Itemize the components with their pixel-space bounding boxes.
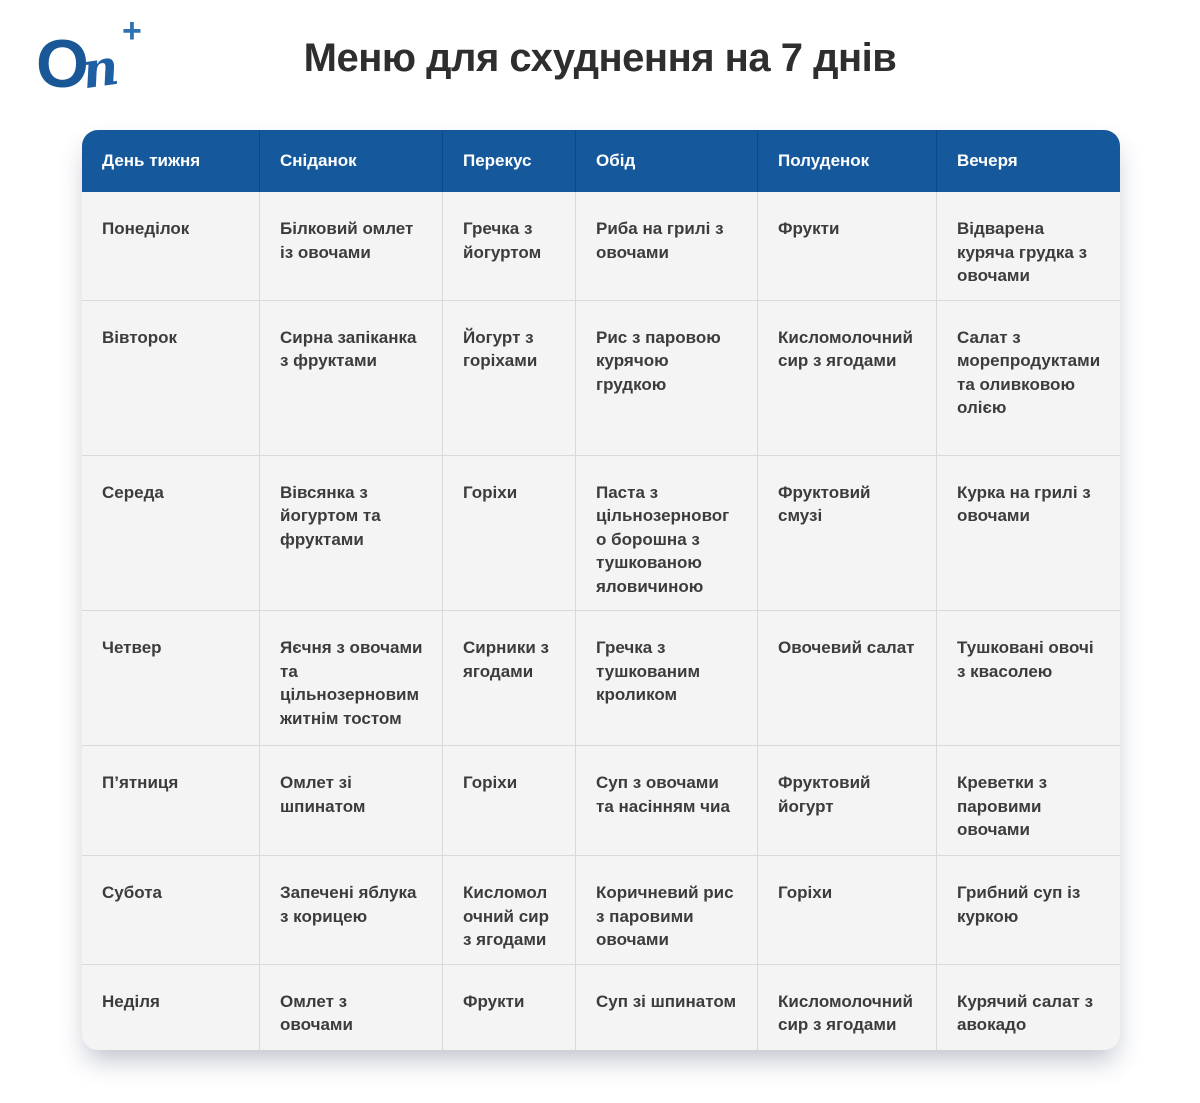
menu-cell: Курячий салат з авокадо xyxy=(937,965,1120,1050)
logo-letter-o-icon: O xyxy=(36,26,87,102)
column-header-day: День тижня xyxy=(82,130,260,192)
brand-logo xyxy=(36,14,156,114)
menu-cell: Фрукти xyxy=(443,965,576,1050)
table-body xyxy=(82,192,1120,1050)
menu-cell: Сирна запіканка з фруктами xyxy=(260,301,443,456)
table-row-tuesday xyxy=(82,301,1120,456)
menu-cell: Фруктовий смузі xyxy=(758,456,937,612)
table-row-wednesday xyxy=(82,456,1120,612)
menu-cell: Грибний суп із куркою xyxy=(937,856,1120,965)
day-cell: Субота xyxy=(82,856,260,965)
menu-cell: Рис з паровою курячою грудкою xyxy=(576,301,758,456)
menu-cell: Тушковані овочі з квасолею xyxy=(937,611,1120,746)
column-header-afternoon-snack: Полуденок xyxy=(758,130,937,192)
column-header-lunch: Обід xyxy=(576,130,758,192)
menu-table xyxy=(82,130,1120,1050)
menu-cell: Омлет з овочами xyxy=(260,965,443,1050)
table-row-sunday xyxy=(82,965,1120,1050)
menu-cell: Кисломолочний сир з ягодами xyxy=(758,965,937,1050)
menu-cell: Паста з цільнозернового борошна з тушкованою яловичиною xyxy=(576,456,758,612)
day-cell: Вівторок xyxy=(82,301,260,456)
menu-cell: Яєчня з овочами та цільнозерновим житнім тостом xyxy=(260,611,443,746)
menu-cell: Горіхи xyxy=(443,456,576,612)
menu-cell: Сирники з ягодами xyxy=(443,611,576,746)
day-cell: Неділя xyxy=(82,965,260,1050)
page-title: Меню для схуднення на 7 днів xyxy=(303,36,897,80)
menu-cell: Омлет зі шпинатом xyxy=(260,746,443,856)
table-row-monday xyxy=(82,192,1120,301)
menu-cell: Кисломолочний сир з ягодами xyxy=(758,301,937,456)
header-row xyxy=(82,130,1120,192)
column-header-breakfast: Сніданок xyxy=(260,130,443,192)
weekly-menu-table xyxy=(82,130,1120,1050)
table-row-saturday xyxy=(82,856,1120,965)
table-header xyxy=(82,130,1120,192)
menu-cell: Коричневий рис з паровими овочами xyxy=(576,856,758,965)
menu-cell: Риба на грилі з овочами xyxy=(576,192,758,301)
menu-cell: Фруктовий йогурт xyxy=(758,746,937,856)
menu-cell: Гречка з йогуртом xyxy=(443,192,576,301)
menu-cell: Салат з морепродуктами та оливковою олією xyxy=(937,301,1120,456)
menu-cell: Фрукти xyxy=(758,192,937,301)
day-cell: Середа xyxy=(82,456,260,612)
menu-cell: Горіхи xyxy=(443,746,576,856)
logo-letter-n-icon: n xyxy=(78,36,123,101)
table-row-friday xyxy=(82,746,1120,856)
menu-cell: Білковий омлет із овочами xyxy=(260,192,443,301)
day-cell: Понеділок xyxy=(82,192,260,301)
menu-cell: Йогурт з горіхами xyxy=(443,301,576,456)
menu-cell: Відварена куряча грудка з овочами xyxy=(937,192,1120,301)
menu-cell: Суп з овочами та насінням чиа xyxy=(576,746,758,856)
menu-cell: Суп зі шпинатом xyxy=(576,965,758,1050)
menu-cell: Креветки з паровими овочами xyxy=(937,746,1120,856)
day-cell: Четвер xyxy=(82,611,260,746)
table-row-thursday xyxy=(82,611,1120,746)
column-header-dinner: Вечеря xyxy=(937,130,1120,192)
menu-cell: Овочевий салат xyxy=(758,611,937,746)
menu-cell: Запечені яблука з корицею xyxy=(260,856,443,965)
menu-cell: Вівсянка з йогуртом та фруктами xyxy=(260,456,443,612)
logo-plus-icon: + xyxy=(122,12,142,50)
column-header-snack: Перекус xyxy=(443,130,576,192)
menu-cell: Гречка з тушкованим кроликом xyxy=(576,611,758,746)
day-cell: П’ятниця xyxy=(82,746,260,856)
menu-cell: Горіхи xyxy=(758,856,937,965)
menu-cell: Кисломолочний сир з ягодами xyxy=(443,856,576,965)
menu-cell: Курка на грилі з овочами xyxy=(937,456,1120,612)
